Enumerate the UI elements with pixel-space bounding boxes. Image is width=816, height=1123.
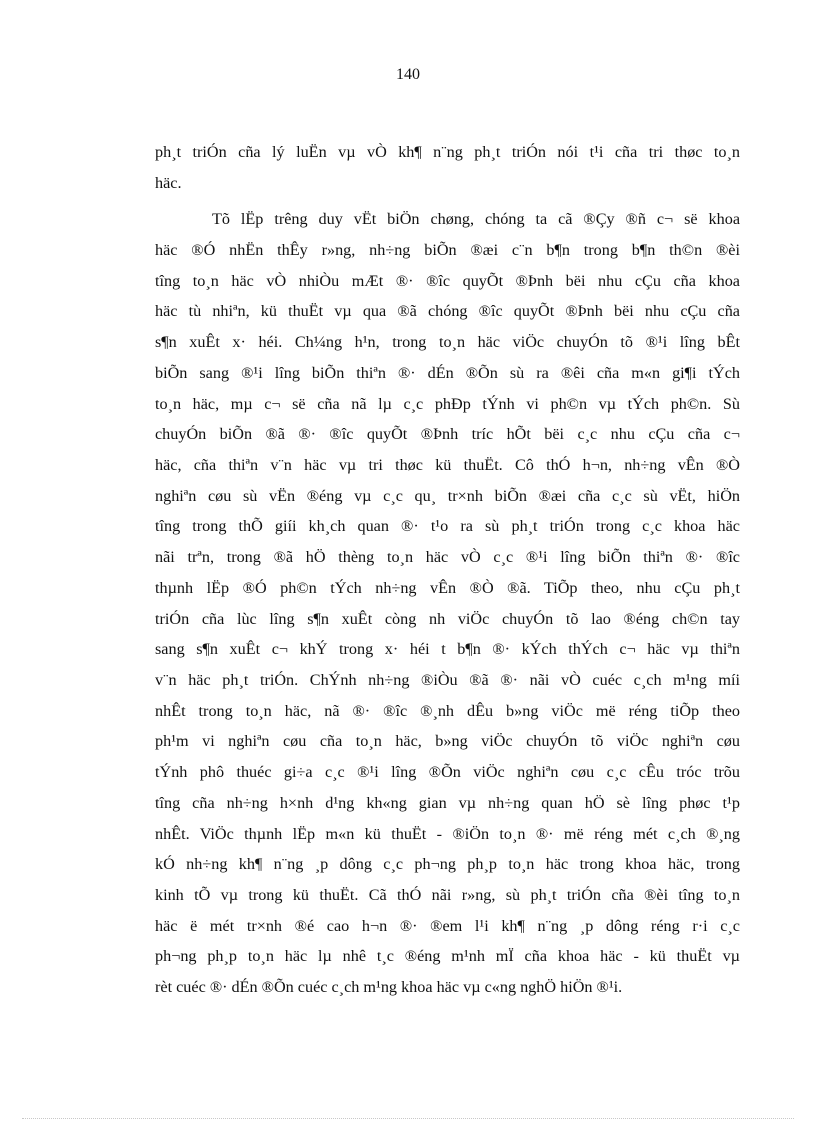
page-bottom-rule bbox=[22, 1118, 794, 1119]
text-line: triÓn cña lùc lîng s¶n xuÊt còng nh viÖc chuyÓn tõ lao ®éng ch©n tay bbox=[155, 610, 740, 628]
text-line: rèt cuéc ®· dÉn ®Õn cuéc c¸ch m¹ng khoa häc vµ c«ng nghÖ hiÖn ®¹i. bbox=[155, 978, 623, 996]
page-number: 140 bbox=[396, 66, 420, 83]
text-line: thµnh lËp ®Ó ph©n tÝch nh÷ng vÊn ®Ò ®ã. TiÕp theo, nhu cÇu ph¸t bbox=[155, 579, 740, 597]
text-line: häc ë mét tr×nh ®é cao h¬n ®· ®em l¹i kh¶ n¨ng ¸p dông réng r·i c¸c bbox=[155, 917, 740, 935]
text-line: nãi trªn, trong ®ã hÖ thèng to¸n häc vÒ c¸c ®¹i lîng biÕn thiªn ®· ®îc bbox=[155, 548, 740, 566]
text-line: biÕn sang ®¹i lîng biÕn thiªn ®· dÉn ®Õn sù ra ®êi cña m«n gi¶i tÝch bbox=[155, 364, 740, 382]
text-line: nhÊt trong to¸n häc, nã ®· ®îc ®¸nh dÊu b»ng viÖc më réng tiÕp theo bbox=[155, 702, 740, 720]
text-line: ph¬ng ph¸p to¸n häc lµ nhê t¸c ®éng m¹nh mÏ cña khoa häc - kü thuËt vµ bbox=[155, 947, 740, 965]
text-line: s¶n xuÊt x· héi. Ch¼ng h¹n, trong to¸n häc viÖc chuyÓn tõ ®¹i lîng bÊt bbox=[155, 333, 740, 351]
text-line: kÓ nh÷ng kh¶ n¨ng ¸p dông c¸c ph¬ng ph¸p to¸n häc trong khoa häc, trong bbox=[155, 855, 740, 873]
text-line: häc, cña thiªn v¨n häc vµ tri thøc kü thuËt. Cô thÓ h¬n, nh÷ng vÊn ®Ò bbox=[155, 456, 740, 474]
text-line: häc tù nhiªn, kü thuËt vµ qua ®ã chóng ®îc quyÕt ®Þnh bëi nhu cÇu cña bbox=[155, 302, 740, 320]
text-line: tîng cña nh÷ng h×nh d¹ng kh«ng gian vµ nh÷ng quan hÖ sè lîng phøc t¹p bbox=[155, 794, 740, 812]
text-line: Tõ lËp trêng duy vËt biÖn chøng, chóng ta cã ®Çy ®ñ c¬ së khoa bbox=[212, 210, 740, 228]
text-line: to¸n häc, mµ c¬ së cña nã lµ c¸c phÐp tÝnh vi ph©n vµ tÝch ph©n. Sù bbox=[155, 395, 740, 413]
text-line: ph¹m vi nghiªn cøu cña to¸n häc, b»ng viÖc chuyÓn tõ viÖc nghiªn cøu bbox=[155, 732, 740, 750]
text-line: chuyÓn biÕn ®ã ®· ®îc quyÕt ®Þnh tríc hÕt bëi c¸c nhu cÇu cña c¬ bbox=[155, 425, 740, 443]
text-line: sang s¶n xuÊt c¬ khÝ trong x· héi t b¶n ®· kÝch thÝch c¬ häc vµ thiªn bbox=[155, 640, 740, 658]
text-line: häc. bbox=[155, 174, 182, 192]
text-line: tÝnh phô thuéc gi÷a c¸c ®¹i lîng ®Õn viÖc nghiªn cøu c¸c cÊu tróc trõu bbox=[155, 763, 740, 781]
text-line: ph¸t triÓn cña lý luËn vµ vÒ kh¶ n¨ng ph¸t triÓn nói t¹i cña tri thøc to¸n bbox=[155, 143, 740, 161]
text-line: nhÊt. ViÖc thµnh lËp m«n kü thuËt - ®iÖn to¸n ®· më réng mét c¸ch ®¸ng bbox=[155, 825, 740, 843]
text-line: häc ®Ó nhËn thÊy r»ng, nh÷ng biÕn ®æi c¨n b¶n trong b¶n th©n ®èi bbox=[155, 241, 740, 259]
text-line: nghiªn cøu sù vËn ®éng vµ c¸c qu¸ tr×nh biÕn ®æi cña c¸c sù vËt, hiÖn bbox=[155, 487, 740, 505]
text-line: v¨n häc ph¸t triÓn. ChÝnh nh÷ng ®iÒu ®ã ®· nãi vÒ cuéc c¸ch m¹ng míi bbox=[155, 671, 740, 689]
text-line: kinh tÕ vµ trong kü thuËt. Cã thÓ nãi r»ng, sù ph¸t triÓn cña ®èi tîng to¸n bbox=[155, 886, 740, 904]
text-line: tîng to¸n häc vÒ nhiÒu mÆt ®· ®îc quyÕt ®Þnh bëi nhu cÇu cña khoa bbox=[155, 272, 740, 290]
text-line: tîng trong thÕ giíi kh¸ch quan ®· t¹o ra sù ph¸t triÓn trong c¸c khoa häc bbox=[155, 517, 740, 535]
